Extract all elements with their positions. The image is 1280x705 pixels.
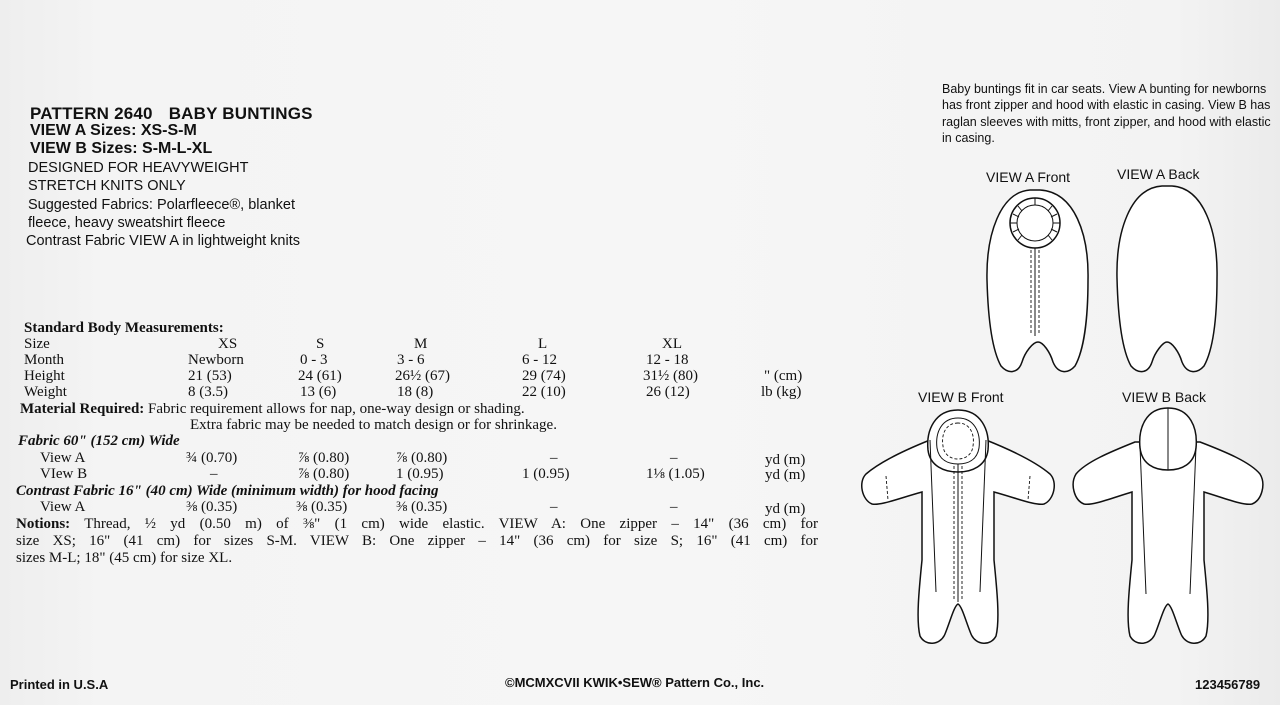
cell: 26½ (67): [395, 368, 450, 384]
row-label: Weight: [24, 384, 67, 400]
cell: ⅞ (0.80): [298, 450, 350, 466]
cell: ⅜ (0.35): [296, 499, 348, 515]
notions-line-3: sizes M-L; 18" (45 cm) for size XL.: [16, 550, 233, 566]
unit: yd (m): [765, 467, 806, 483]
suggested-fabrics-2: fleece, heavy sweatshirt fleece: [28, 215, 226, 231]
cell: ⅜ (0.35): [396, 499, 448, 515]
cell: Newborn: [188, 352, 244, 368]
cell: 8 (3.5): [188, 384, 228, 400]
cell: 0 - 3: [300, 352, 328, 368]
cell: ⅜ (0.35): [186, 499, 238, 515]
cell: –: [210, 466, 218, 482]
cell: XL: [662, 336, 682, 352]
view-a-back-label: VIEW A Back: [1117, 166, 1200, 182]
row-label: VIew B: [40, 466, 88, 482]
row-label: View A: [40, 499, 86, 515]
cell: 21 (53): [188, 368, 232, 384]
cell: ⅞ (0.80): [298, 466, 350, 482]
unit: yd (m): [765, 452, 806, 468]
view-b-back-label: VIEW B Back: [1122, 389, 1207, 405]
cell: ¾ (0.70): [186, 450, 238, 466]
row-label: Height: [24, 368, 65, 384]
description: Baby buntings fit in car seats. View A bunting for newborns has front zipper and hood with elastic in casing. View B has raglan sleeves with mitts, front zipper, and hood with elastic in casing.: [942, 82, 1271, 145]
cell: –: [670, 450, 678, 466]
cell: 12 - 18: [646, 352, 689, 368]
pattern-number: PATTERN 2640: [30, 104, 153, 123]
fabric-heading: Fabric 60" (152 cm) Wide: [18, 433, 180, 449]
material-label: Material Required:: [20, 401, 145, 417]
unit: lb (kg): [761, 384, 802, 400]
designed-line-1: DESIGNED FOR HEAVYWEIGHT: [28, 160, 249, 176]
printed-in: Printed in U.S.A: [10, 677, 109, 692]
code-number: 123456789: [1195, 677, 1261, 692]
cell: L: [538, 336, 548, 352]
notions-line-2: size XS; 16" (41 cm) for sizes S-M. VIEW B: One zipper – 14" (36 cm) for size S; 16" (41 cm) for: [16, 533, 818, 549]
view-b-front-drawing: [862, 410, 1055, 643]
cell: 1 (0.95): [522, 466, 570, 482]
pattern-name: BABY BUNTINGS: [168, 104, 313, 123]
view-a-sizes: VIEW A Sizes: XS-S-M: [30, 122, 197, 139]
cell: –: [670, 499, 678, 515]
cell: –: [550, 499, 558, 515]
measurements-heading: Standard Body Measurements:: [24, 320, 224, 336]
material-line-1: Fabric requirement allows for nap, one-way design or shading.: [148, 401, 525, 417]
cell: 6 - 12: [522, 352, 557, 368]
cell: 31½ (80): [643, 368, 698, 384]
contrast-fabric-heading: Contrast Fabric 16" (40 cm) Wide (minimum width) for hood facing: [16, 483, 439, 499]
view-a-front-drawing: [987, 190, 1088, 372]
notions-label: Notions:: [16, 516, 71, 532]
designed-line-2: STRETCH KNITS ONLY: [28, 178, 186, 194]
unit: yd (m): [765, 501, 806, 517]
unit: " (cm): [764, 368, 803, 384]
cell: 13 (6): [300, 384, 337, 400]
cell: ⅞ (0.80): [396, 450, 448, 466]
material-line-2: Extra fabric may be needed to match design or for shrinkage.: [190, 417, 557, 433]
cell: 3 - 6: [397, 352, 425, 368]
cell: 1⅛ (1.05): [646, 466, 705, 482]
cell: 22 (10): [522, 384, 566, 400]
view-b-back-drawing: [1073, 408, 1263, 643]
view-b-sizes: VIEW B Sizes: S-M-L-XL: [30, 140, 213, 157]
cell: –: [550, 450, 558, 466]
cell: 29 (74): [522, 368, 566, 384]
view-a-back-drawing: [1117, 186, 1217, 372]
cell: 24 (61): [298, 368, 342, 384]
cell: XS: [218, 336, 238, 352]
cell: 1 (0.95): [396, 466, 444, 482]
cell: M: [414, 336, 428, 352]
copyright: ©MCMXCVII KWIK•SEW® Pattern Co., Inc.: [505, 675, 765, 690]
row-label: Size: [24, 336, 50, 352]
contrast-fabric-note: Contrast Fabric VIEW A in lightweight knits: [26, 233, 300, 249]
cell: 18 (8): [397, 384, 434, 400]
cell: S: [316, 336, 325, 352]
view-b-front-label: VIEW B Front: [918, 389, 1004, 405]
view-a-front-label: VIEW A Front: [986, 169, 1071, 185]
row-label: View A: [40, 450, 86, 466]
cell: 26 (12): [646, 384, 690, 400]
suggested-fabrics-1: Suggested Fabrics: Polarfleece®, blanket: [28, 197, 295, 213]
row-label: Month: [24, 352, 65, 368]
notions-text-1: Thread, ½ yd (0.50 m) of ⅜" (1 cm) wide elastic. VIEW A: One zipper – 14" (36 cm) for: [84, 516, 818, 532]
